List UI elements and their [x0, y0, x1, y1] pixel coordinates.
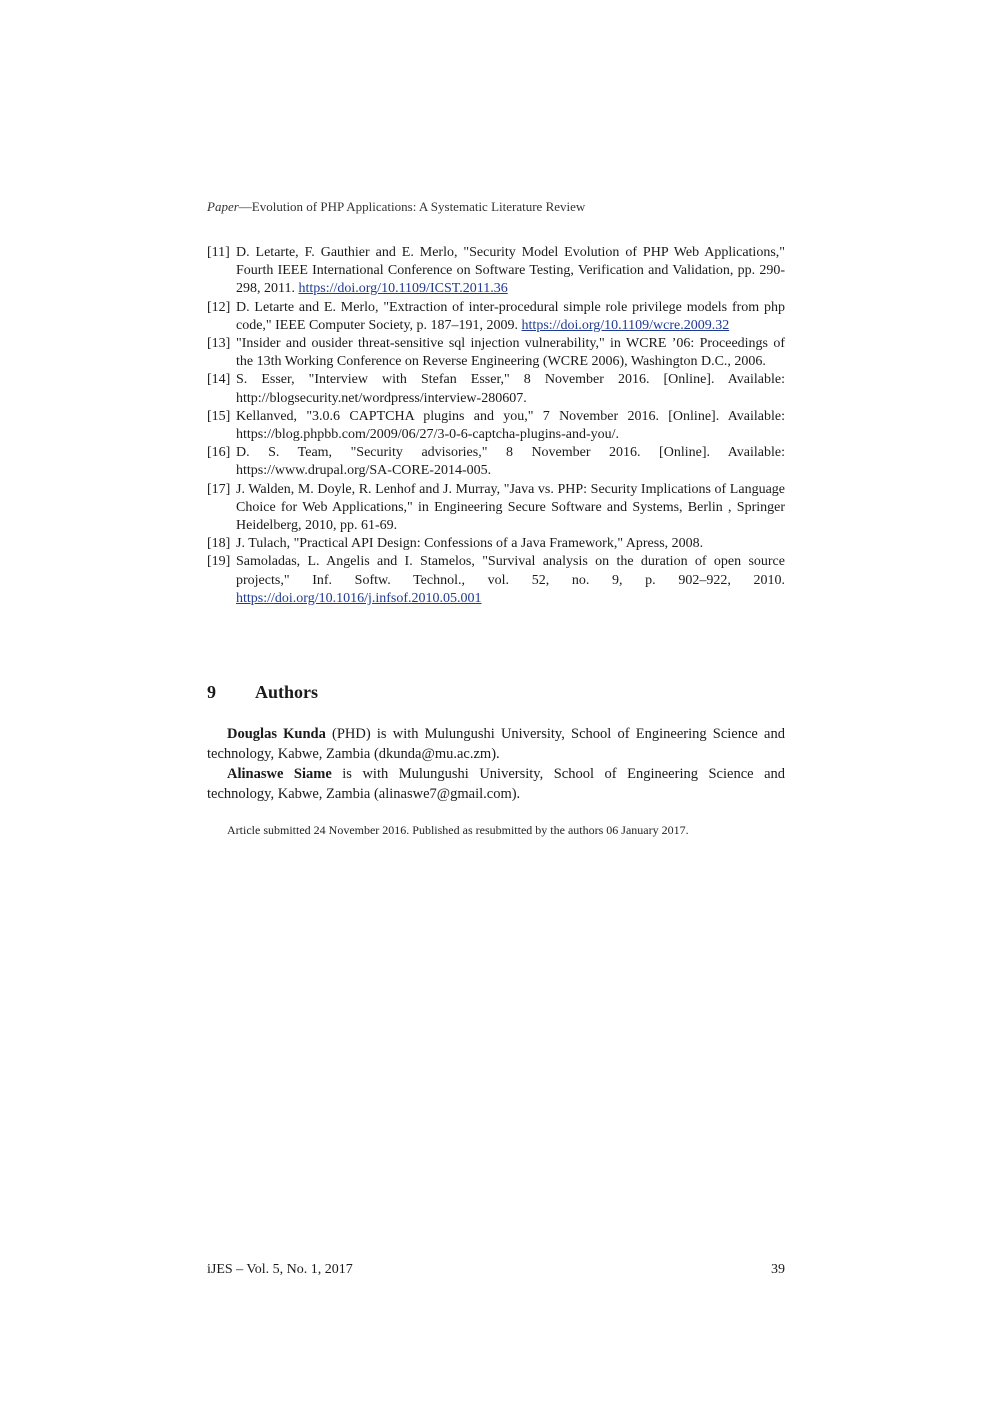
section-title: Authors	[255, 682, 319, 702]
running-head-label: Paper	[207, 199, 239, 214]
reference-item	[207, 535, 785, 553]
reference-item	[207, 481, 785, 536]
reference-doi-link[interactable]: https://doi.org/10.1109/ICST.2011.36	[298, 281, 508, 297]
page-number: 39	[771, 1262, 785, 1277]
reference-item	[207, 244, 785, 299]
reference-text: D. Letarte, F. Gauthier and E. Merlo, "Security Model Evolution of PHP Web Applications," Fourth IEEE International Conference on Software Testing, Verification and Validation, pp. 290-298, 2011.	[236, 245, 785, 297]
author-affiliation: is with Mulungushi University, School of Engineering Science and technology, Kabwe, Zambia (alinaswe7@gmail.com).	[207, 766, 786, 802]
reference-text: D. Letarte and E. Merlo, "Extraction of inter-procedural simple role privilege models from php code," IEEE Computer Society, p. 187–191, 2009.	[236, 299, 785, 333]
reference-item	[207, 335, 785, 371]
reference-number: [11]	[207, 245, 230, 260]
author-name: Douglas Kunda	[227, 726, 326, 742]
section-number: 9	[207, 682, 216, 702]
submission-note: Article submitted 24 November 2016. Published as resubmitted by the authors 06 January 2017.	[227, 823, 689, 837]
reference-text: J. Walden, M. Doyle, R. Lenhof and J. Murray, "Java vs. PHP: Security Implications of Language Choice for Web Applications," in Engineering Secure Software and Systems, Berlin , Springer Heidelberg, 2010, pp. 61-69.	[236, 481, 785, 534]
section-heading	[207, 682, 318, 703]
reference-text: "Insider and ousider threat-sensitive sql injection vulnerability," in WCRE ’06: Proceedings of the 13th Working Conference on Reverse Engineering (WCRE 2006), Washington D.C., 2006.	[236, 336, 785, 370]
reference-text: Kellanved, "3.0.6 CAPTCHA plugins and you," 7 November 2016. [Online]. Available: https://blog.phpbb.com/2009/06/27/3-0-6-captcha-plugins-and-you/.	[236, 408, 785, 443]
reference-text: J. Tulach, "Practical API Design: Confessions of a Java Framework," Apress, 2008.	[236, 536, 704, 552]
author-bio	[207, 764, 785, 804]
reference-number: [16]	[207, 445, 231, 461]
reference-number: [12]	[207, 299, 231, 315]
running-head	[207, 199, 585, 215]
reference-number: [19]	[207, 554, 231, 570]
author-bio	[207, 724, 785, 764]
reference-item	[207, 299, 785, 335]
reference-number: [13]	[207, 336, 231, 352]
reference-text: S. Esser, "Interview with Stefan Esser," 8 November 2016. [Online]. Available: http://blogsecurity.net/wordpress/interview-280607.	[236, 372, 785, 406]
reference-number: [17]	[207, 481, 231, 497]
reference-number: [18]	[207, 536, 231, 552]
reference-number: [15]	[207, 408, 231, 424]
reference-number: [14]	[207, 372, 231, 388]
reference-item	[207, 371, 785, 407]
author-affiliation: (PHD) is with Mulungushi University, School of Engineering Science and technology, Kabwe, Zambia (dkunda@mu.ac.zm).	[207, 726, 785, 762]
authors-section	[207, 724, 785, 804]
footer-journal: iJES – Vol. 5, No. 1, 2017	[207, 1262, 353, 1277]
author-name: Alinaswe Siame	[227, 766, 332, 782]
reference-text: D. S. Team, "Security advisories," 8 November 2016. [Online]. Available: https://www.drupal.org/SA-CORE-2014-005.	[236, 445, 785, 479]
reference-list	[207, 244, 785, 608]
reference-doi-link[interactable]: https://doi.org/10.1109/wcre.2009.32	[521, 317, 730, 333]
reference-item	[207, 553, 785, 608]
reference-item	[207, 444, 785, 480]
reference-doi-link[interactable]: https://doi.org/10.1016/j.infsof.2010.05.001	[236, 590, 482, 606]
running-head-title: —Evolution of PHP Applications: A Systematic Literature Review	[238, 199, 586, 214]
reference-text: Samoladas, L. Angelis and I. Stamelos, "Survival analysis on the duration of open source projects," Inf. Softw. Technol., vol. 52, no. 9, p. 902–922, 2010.	[236, 554, 785, 588]
reference-item	[207, 408, 785, 444]
